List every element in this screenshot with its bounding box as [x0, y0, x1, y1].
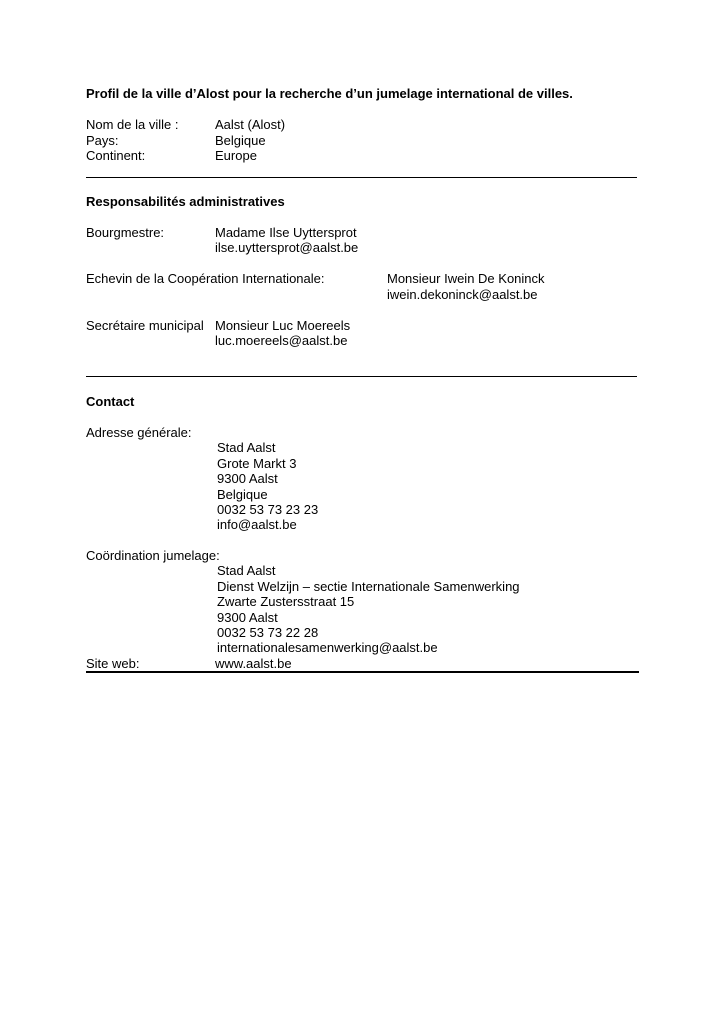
- website-label: Site web:: [86, 656, 140, 671]
- mayor-name: Madame Ilse Uyttersprot: [215, 225, 357, 240]
- continent-label: Continent:: [86, 148, 146, 163]
- twinning-line: 9300 Aalst: [217, 610, 278, 625]
- continent-value: Europe: [215, 148, 257, 163]
- alderman-email: iwein.dekoninck@aalst.be: [387, 287, 538, 302]
- section-divider: [86, 376, 637, 377]
- address-line: Belgique: [217, 487, 268, 502]
- city-name-label: Nom de la ville :: [86, 117, 179, 132]
- secretary-name: Monsieur Luc Moereels: [215, 318, 351, 333]
- twinning-phone: 0032 53 73 22 28: [217, 625, 319, 640]
- mayor-label: Bourgmestre:: [86, 225, 165, 240]
- alderman-label: Echevin de la Coopération Internationale:: [86, 271, 325, 286]
- alderman-name: Monsieur Iwein De Koninck: [387, 271, 545, 286]
- twinning-label: Coördination jumelage:: [86, 548, 220, 563]
- bottom-divider: [86, 671, 639, 673]
- admin-heading: Responsabilités administratives: [86, 194, 285, 209]
- mayor-email: ilse.uyttersprot@aalst.be: [215, 240, 359, 255]
- twinning-line: Stad Aalst: [217, 563, 276, 578]
- address-line: Grote Markt 3: [217, 456, 297, 471]
- address-phone: 0032 53 73 23 23: [217, 502, 319, 517]
- city-name-value: Aalst (Alost): [215, 117, 286, 132]
- address-line: 9300 Aalst: [217, 471, 278, 486]
- document-title: Profil de la ville d’Alost pour la recherche d’un jumelage international de villes.: [86, 86, 573, 101]
- secretary-email: luc.moereels@aalst.be: [215, 333, 348, 348]
- country-value: Belgique: [215, 133, 266, 148]
- twinning-email: internationalesamenwerking@aalst.be: [217, 640, 438, 655]
- address-email: info@aalst.be: [217, 517, 297, 532]
- section-divider: [86, 177, 637, 178]
- address-line: Stad Aalst: [217, 440, 276, 455]
- twinning-line: Zwarte Zustersstraat 15: [217, 594, 355, 609]
- contact-heading: Contact: [86, 394, 135, 409]
- secretary-label: Secrétaire municipal: [86, 318, 204, 333]
- twinning-line: Dienst Welzijn – sectie Internationale Samenwerking: [217, 579, 520, 594]
- country-label: Pays:: [86, 133, 119, 148]
- general-address-label: Adresse générale:: [86, 425, 192, 440]
- website-value: www.aalst.be: [215, 656, 292, 671]
